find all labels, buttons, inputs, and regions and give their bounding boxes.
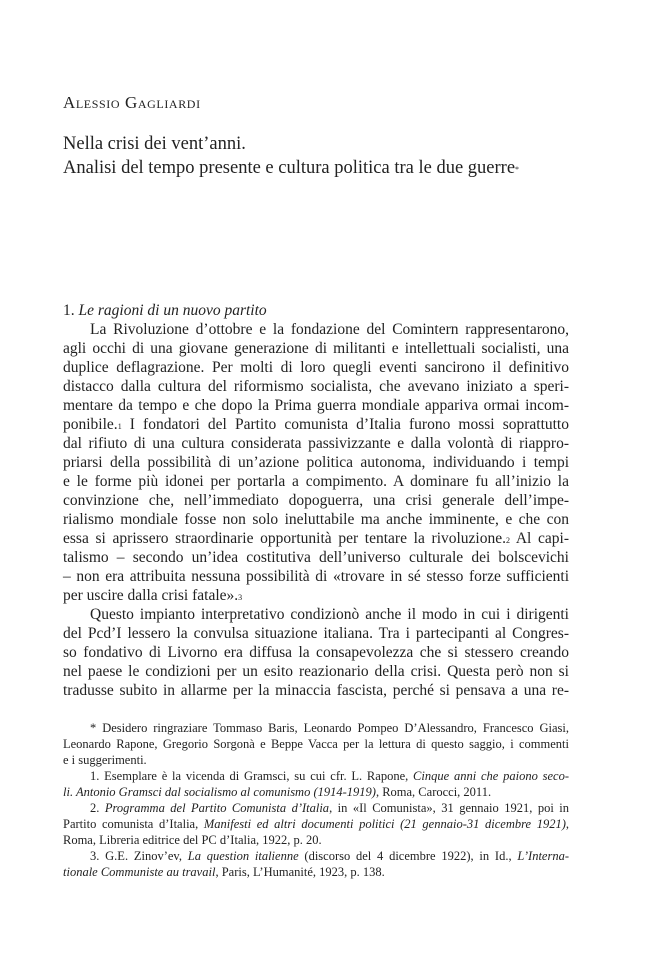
- body-text: [63, 320, 569, 700]
- footnotes: [63, 720, 569, 880]
- footnote-citation: Programma del Partito Comunista d’Italia: [104, 801, 330, 815]
- text-segment: per uscire dalla crisi fatale».: [63, 587, 239, 604]
- text-line: duplice deflagrazione. Per molti di loro quegli eventi sancirono il definitivo: [63, 359, 569, 376]
- text-line: so fondativo di Livorno era diffusa la consapevolezza che si stessero creando: [63, 644, 569, 661]
- footnote-citation: Manifesti ed altri documenti politici (21 gennaio-31 dicembre 1921): [203, 817, 566, 831]
- text-line: rialismo mondiale fosse non solo ineluttabile ma anche imminente, e che con: [63, 511, 569, 528]
- footnote-1: [63, 784, 569, 800]
- text-segment: I fondatori del Partito comunista d’Italia furono mossi soprattutto: [121, 416, 569, 433]
- footnote-3: [63, 864, 569, 880]
- title-line-1: Nella crisi dei vent’anni.: [63, 134, 246, 154]
- text-line: mentare da tempo e che dopo la Prima guerra mondiale appariva ormai incom-: [63, 397, 569, 414]
- footnote-ref-3: 3: [238, 593, 243, 602]
- article-title: [63, 132, 519, 180]
- text-line: – non era attribuita nessuna possibilità di «trovare in sé stesso forze sufficienti: [63, 568, 569, 585]
- text-segment: essa si aprissero straordinarie opportunità per tentare la rivoluzione.: [63, 530, 506, 547]
- text-line: [63, 586, 569, 605]
- title-line-2-text: Analisi del tempo presente e cultura politica tra le due guerre: [63, 158, 516, 178]
- text-line: convinzione che, nell’immediato dopoguerra, una crisi generale dell’impe-: [63, 492, 569, 509]
- paragraph-2: [63, 605, 569, 700]
- footnote-citation: L’Interna-: [517, 849, 569, 863]
- section-number: 1.: [63, 302, 75, 319]
- text-segment: ponibile.: [63, 416, 118, 433]
- footnote-text: 1. Esemplare è la vicenda di Gramsci, su cui cfr. L. Rapone,: [90, 769, 414, 783]
- footnote-2: [63, 816, 569, 832]
- footnote-2: [63, 800, 569, 816]
- title-footnote-mark: *: [515, 165, 520, 174]
- footnote-text: , Paris, L’Humanité, 1923, p. 138.: [215, 865, 385, 879]
- text-line: agli occhi di una giovane generazione di militanti e intellettuali socialisti, una: [63, 340, 569, 357]
- section-title: Le ragioni di un nuovo partito: [78, 302, 267, 319]
- text-line: [63, 529, 569, 548]
- footnote-text: , Roma, Carocci, 2011.: [375, 785, 492, 799]
- text-line: distacco dalla cultura del riformismo socialista, che avevano iniziato a speri-: [63, 378, 569, 395]
- footnote-text: (discorso del 4 dicembre 1922), in Id.,: [298, 849, 518, 863]
- text-line: tradusse subito in allarme per la minaccia fascista, perché si pensava a una re-: [63, 682, 569, 699]
- footnote-text: , in «Il Comunista», 31 gennaio 1921, poi in: [329, 801, 569, 815]
- footnote-star: * Desidero ringraziare Tommaso Baris, Leonardo Pompeo D’Alessandro, Francesco Giasi,: [90, 721, 569, 735]
- footnote-text: 2.: [90, 801, 105, 815]
- footnote-citation: li. Antonio Gramsci dal socialismo al comunismo (1914-1919): [63, 785, 376, 799]
- text-segment: Al capi-: [510, 530, 569, 547]
- footnote-2: Roma, Libreria editrice del PC d’Italia, 1922, p. 20.: [63, 833, 322, 847]
- section-heading: [63, 302, 267, 320]
- footnote-citation: tionale Communiste au travail: [63, 865, 216, 879]
- footnote-star: Leonardo Rapone, Gregorio Sorgonà e Beppe Vacca per la lettura di questo saggio, i commenti: [63, 737, 569, 751]
- text-line: dal rifiuto di una cultura considerata passivizzante e dalla volontà di riappro-: [63, 435, 569, 452]
- footnote-text: 3. G.E. Zinov’ev,: [90, 849, 188, 863]
- title-line-2: [63, 156, 519, 180]
- footnote-citation: Cinque anni che paiono seco-: [413, 769, 569, 783]
- text-line: nel paese le condizioni per un esito reazionario della crisi. Questa però non si: [63, 663, 569, 680]
- author-name: Alessio Gagliardi: [63, 93, 201, 112]
- footnote-1: [63, 768, 569, 784]
- footnote-ref-2: 2: [506, 536, 510, 545]
- footnote-citation: La question italienne: [187, 849, 299, 863]
- text-line: del Pcd’I lessero la convulsa situazione italiana. Tra i partecipanti al Congres-: [63, 625, 569, 642]
- footnote-text: Partito comunista d’Italia,: [63, 817, 204, 831]
- text-line: Questo impianto interpretativo condizionò anche il modo in cui i dirigenti: [90, 606, 569, 623]
- text-line: priarsi della possibilità di un’azione politica autonoma, individuando i tempi: [63, 454, 569, 471]
- paragraph-1: [63, 320, 569, 605]
- footnote-star: e i suggerimenti.: [63, 753, 147, 767]
- text-line: talismo – secondo un’idea costitutiva dell’universo culturale dei bolscevichi: [63, 549, 569, 566]
- text-line: La Rivoluzione d’ottobre e la fondazione del Comintern rappresentarono,: [90, 321, 569, 338]
- footnote-text: ,: [565, 817, 569, 831]
- text-line: e le forme più idonei per portarla a compimento. A dominare fu all’inizio la: [63, 473, 569, 490]
- footnote-3: [63, 848, 569, 864]
- footnote-ref-1: 1: [117, 422, 122, 431]
- text-line: [63, 415, 569, 434]
